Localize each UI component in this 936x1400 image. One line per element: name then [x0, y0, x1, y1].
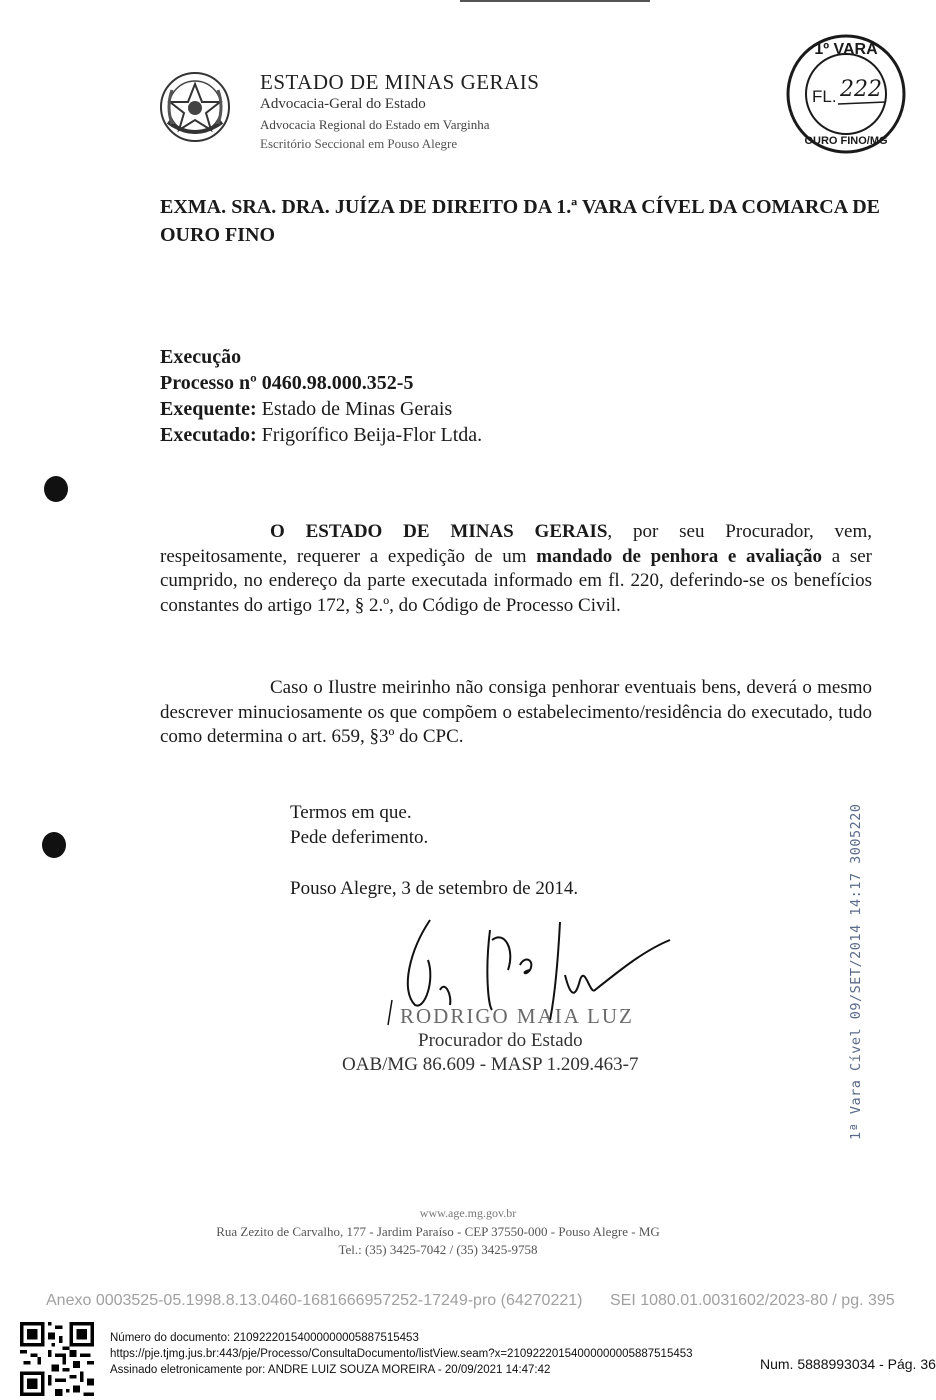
signer-oab: OAB/MG 86.609 - MASP 1.209.463-7 [342, 1054, 639, 1075]
p1-bold2: mandado de penhora e avaliação [536, 545, 823, 567]
case-type: Execução [160, 346, 242, 368]
executado-label: Executado: [160, 424, 257, 446]
scan-edge-line [460, 0, 650, 2]
paragraph-instructions [160, 676, 872, 750]
protocol-stamp [840, 803, 876, 1150]
case-process: Processo nº 0460.98.000.352-5 [160, 372, 414, 394]
stamp-fl-number: 222 [840, 77, 882, 102]
p1-bold: O ESTADO DE MINAS GERAIS [270, 521, 608, 542]
header-regional: Advocacia Regional do Estado em Varginha [260, 117, 490, 132]
meta-url: https://pje.tjmg.jus.br:443/pje/Processo/ConsultaDocumento/listView.seam?x=21092220154000000005887515453 [110, 1348, 693, 1360]
stamp-bottom-text: OURO FINO/MG [804, 135, 888, 147]
signer-role: Procurador do Estado [418, 1030, 583, 1051]
punch-hole [42, 832, 66, 858]
page-number: Num. 5888993034 - Pág. 36 [760, 1356, 936, 1372]
exequente-value: Estado de Minas Gerais [261, 398, 453, 420]
closing-line1: Termos em que. [290, 802, 412, 823]
closing-block [290, 800, 428, 850]
footer-phone: Tel.: (35) 3425-7042 / (35) 3425-9758 [338, 1242, 538, 1257]
meta-signed: Assinado eletronicamente por: ANDRE LUIZ SOUZA MOREIRA - 20/09/2021 14:47:42 [110, 1364, 551, 1376]
footer-address: Rua Zezito de Carvalho, 177 - Jardim Paraíso - CEP 37550-000 - Pouso Alegre - MG [216, 1224, 660, 1239]
header-title: ESTADO DE MINAS GERAIS [260, 70, 540, 94]
p1-end: a ser cumprido, no endereço da parte executada informado em fl. 220, deferindo-se os benefícios constantes do artigo 172, § 2.º, do Código de Processo Civil. [160, 545, 872, 616]
p2-text: Caso o Ilustre meirinho não consiga penhorar eventuais bens, deverá o mesmo descrever minuciosamente os que compõem o estabelecimento/residência do executado, tudo como determina o art. 659, §3º do CPC. [160, 677, 872, 747]
exequente-label: Exequente: [160, 398, 257, 420]
paragraph-request [160, 520, 872, 618]
stamp-top-text: 1º VARA [814, 41, 878, 58]
coat-of-arms-seal [158, 70, 232, 144]
punch-hole [44, 476, 68, 502]
protocol-stamp-text: 1ª Vara Cível 09/SET/2014 14:17 3005220 [848, 803, 864, 1140]
qr-code [20, 1322, 94, 1396]
executado-value: Frigorífico Beija-Flor Ltda. [261, 424, 483, 446]
addressee: EXMA. SRA. DRA. JUÍZA DE DIREITO DA 1.ª VARA CÍVEL DA COMARCA DE OURO FINO [160, 196, 880, 246]
header-office: Escritório Seccional em Pouso Alegre [260, 136, 458, 151]
closing-line2: Pede deferimento. [290, 827, 429, 848]
sei-reference: SEI 1080.01.0031602/2023-80 / pg. 395 [610, 1292, 895, 1309]
header-subtitle: Advocacia-Geral do Estado [260, 96, 426, 112]
court-page-stamp [782, 30, 910, 158]
meta-doc-number: Número do documento: 21092220154000000005887515453 [110, 1332, 419, 1344]
stamp-fl-label: FL. [812, 87, 837, 106]
signer-name: RODRIGO MAIA LUZ [400, 1004, 634, 1028]
p1-rest: , por seu Procurador, vem, respeitosamente, requerer a expedição de um [160, 521, 872, 567]
place-date: Pouso Alegre, 3 de setembro de 2014. [290, 878, 579, 899]
case-block [160, 344, 482, 448]
annex-reference: Anexo 0003525-05.1998.8.13.0460-1681666957252-17249-pro (64270221) [46, 1292, 583, 1309]
footer-site: www.age.mg.gov.br [419, 1206, 517, 1220]
